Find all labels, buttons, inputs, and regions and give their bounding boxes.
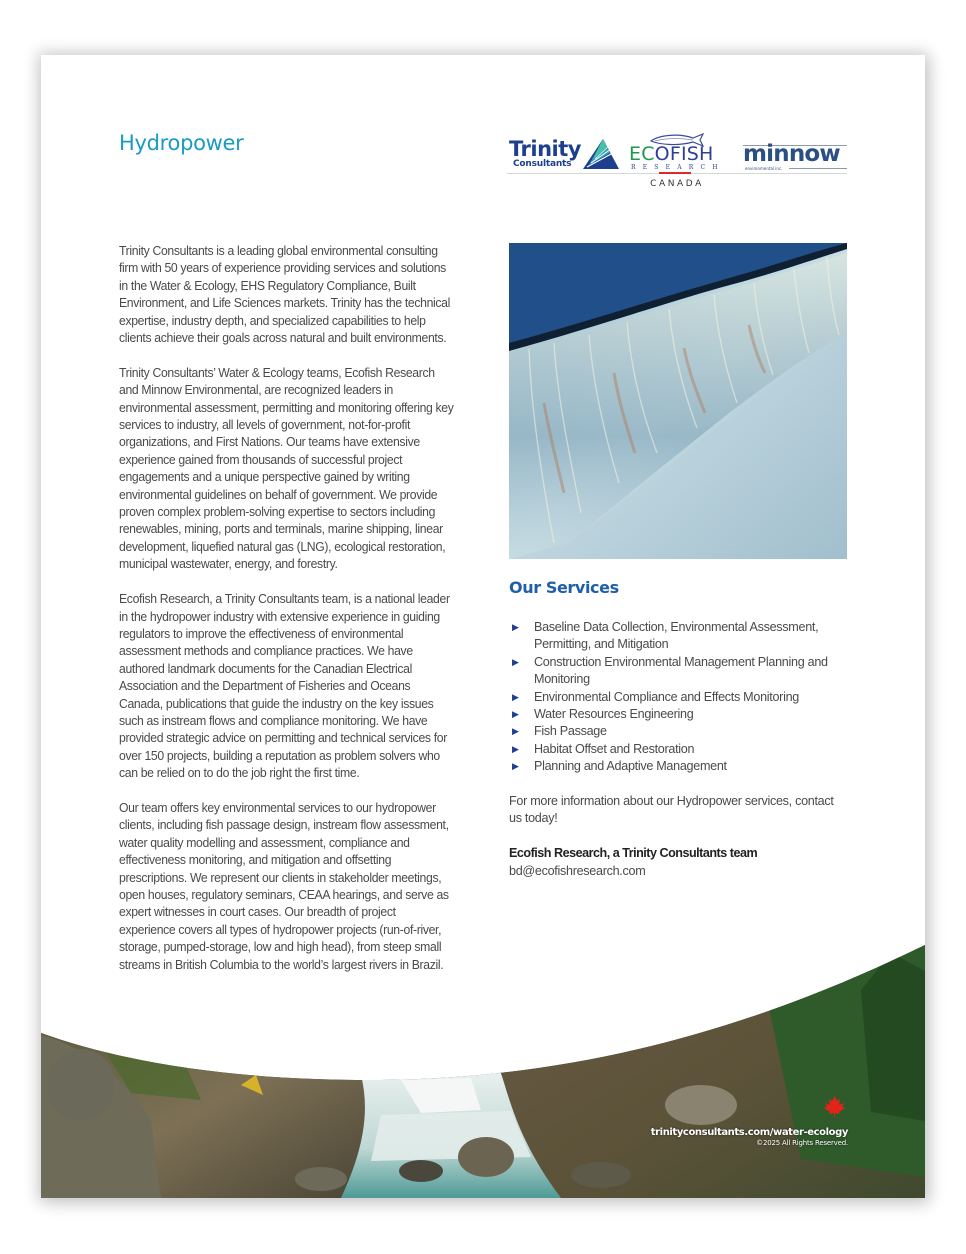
copyright: ©2025 All Rights Reserved. [756, 1139, 848, 1147]
triangle-right-icon: ▶ [512, 691, 519, 702]
service-item: ▶ Construction Environmental Management Planning and Monitoring [512, 654, 828, 687]
body-paragraph: Trinity Consultants is a leading global environmental consulting firm with 50 years of experience providing services and solutions in the Water & Ecology, EHS Regulatory Compliance, Built Environment, and Life Sciences markets. Trinity has the technical expertise, industry depth, and specialized capabilities to help clients achieve their goals across natural and built environments. [119, 244, 451, 346]
trinity-triangle-icon [583, 139, 619, 169]
triangle-right-icon: ▶ [512, 761, 519, 772]
document-page [41, 55, 925, 1198]
region-label: CANADA [650, 179, 704, 189]
minnow-logo-name: minnow [743, 141, 840, 167]
footer-text [651, 1127, 848, 1147]
minnow-logo-sub: environmental inc. [745, 166, 783, 171]
ecofish-logo-name: ECOFISH [629, 143, 714, 165]
triangle-right-icon: ▶ [512, 709, 519, 720]
triangle-right-icon: ▶ [512, 743, 519, 754]
services-list [509, 619, 849, 776]
trinity-logo-sub: Consultants [513, 159, 572, 169]
contact-organization: Ecofish Research, a Trinity Consultants team [509, 846, 758, 861]
maple-leaf-icon [824, 1095, 846, 1117]
contact-block [509, 793, 849, 880]
services-heading: Our Services [509, 578, 619, 597]
triangle-right-icon: ▶ [512, 726, 519, 737]
service-item: ▶ Baseline Data Collection, Environmental Assessment, Permitting, and Mitigation [512, 620, 819, 652]
service-item: ▶ Planning and Adaptive Management [509, 758, 849, 775]
partner-logos [507, 133, 849, 195]
body-paragraph: Our team offers key environmental services to our hydropower clients, including fish passage design, instream flow assessment, water quality modelling and assessment, compliance and effectiveness monitoring, and mitigation and offsetting prescriptions. We represent our clients in stakeholder meetings, open houses, regulatory seminars, CEAA hearings, and serve as expert witnesses in court cases. Our breadth of project experience covers all types of hydropower projects (run-of-river, storage, pumped-storage, low and high head), from steep small streams in British Columbia to the world’s largest rivers in Brazil. [119, 800, 449, 972]
page-title: Hydropower [119, 131, 244, 155]
trinity-logo-name: Trinity [509, 137, 581, 161]
trinity-consultants-logo [509, 137, 619, 171]
triangle-right-icon: ▶ [512, 656, 519, 667]
body-paragraph: Ecofish Research, a Trinity Consultants team, is a national leader in the hydropower industry with extensive experience in guiding regulators to improve the effectiveness of environmental assessment methods and compliance practices. We have authored landmark documents for the Canadian Electrical Association and the Department of Fisheries and Oceans Canada, publications that guide the industry on the key issues such as instream flows and compliance monitoring. We have provided strategic advice on permitting and technical services for over 150 projects, building a reputation as problem solvers who can be relied on to do the job right the first time. [119, 592, 450, 781]
service-item: ▶ Fish Passage [509, 723, 849, 740]
contact-cta: For more information about our Hydropower services, contact us today! [509, 794, 834, 826]
body-paragraph: Trinity Consultants’ Water & Ecology teams, Ecofish Research and Minnow Environmental, are recognized leaders in environmental assessment, permitting and monitoring offering key services to industry, all levels of government, not-for-profit organizations, and First Nations. Our teams have extensive experience gained from thousands of successful project engagements and a unique perspective gained by writing environmental guidelines on behalf of government. We provide proven complex problem-solving expertise to sectors including renewables, mining, ports and terminals, marine shipping, linear development, liquefied natural gas (LNG), ecological restoration, municipal wastewater, energy, and forestry. [119, 365, 454, 572]
service-item: ▶ Water Resources Engineering [509, 706, 849, 723]
service-item: ▶ Environmental Compliance and Effects Monitoring [509, 689, 849, 706]
minnow-environmental-logo [743, 141, 849, 171]
logo-accent-bar [659, 172, 691, 174]
weir-waterfall-photo [509, 243, 847, 559]
minnow-logo-rule-2 [789, 168, 847, 169]
intro-text-column [119, 243, 454, 991]
contact-email-link[interactable]: bd@ecofishresearch.com [509, 863, 646, 878]
service-item: ▶ Habitat Offset and Restoration [509, 741, 849, 758]
ecofish-logo-sub: RESEARCH [631, 164, 725, 171]
ecofish-research-logo [629, 133, 725, 169]
website-link[interactable]: trinityconsultants.com/water-ecology [650, 1127, 848, 1138]
triangle-right-icon: ▶ [512, 622, 519, 632]
